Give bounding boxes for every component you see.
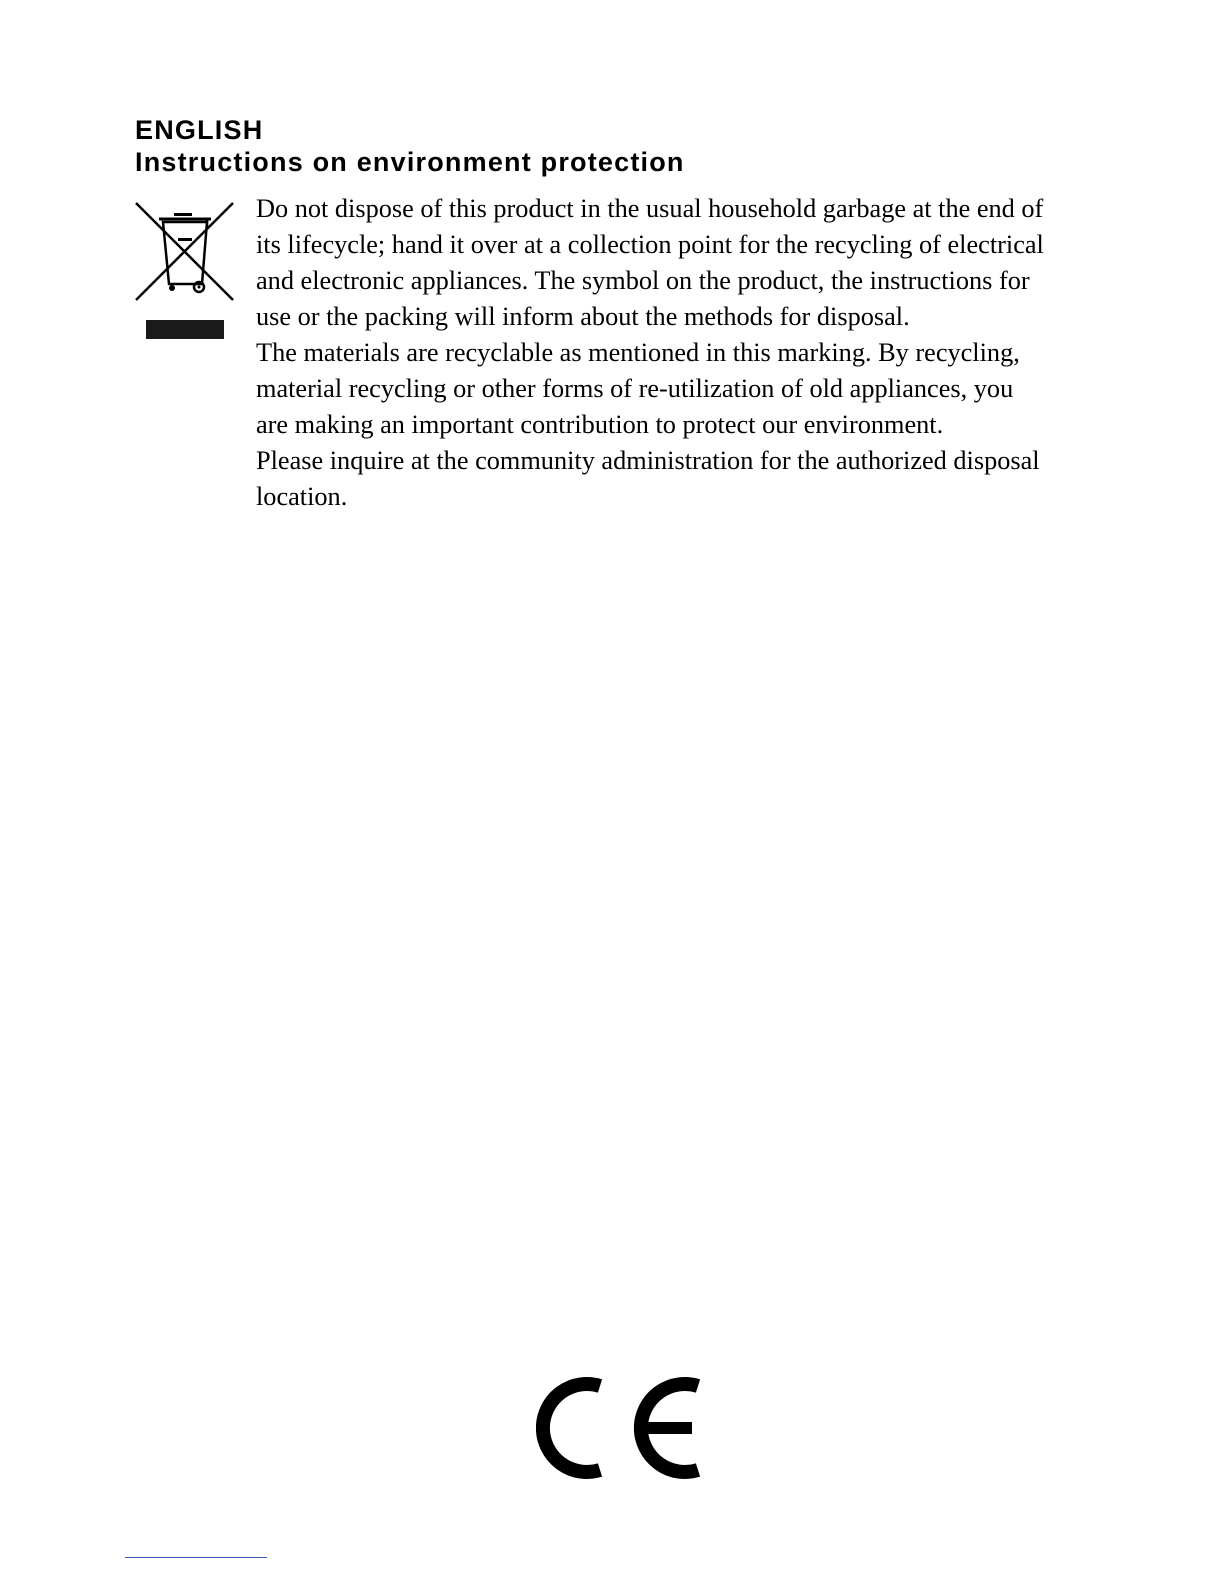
body-line: are making an important contribution to protect our environment. bbox=[256, 410, 944, 439]
body-line: The materials are recyclable as mentioned in this marking. By recycling, bbox=[256, 338, 1020, 367]
body-line: its lifecycle; hand it over at a collection point for the recycling of electrical bbox=[256, 230, 1044, 259]
footnote-divider bbox=[125, 1557, 267, 1558]
language-heading: ENGLISH bbox=[135, 115, 264, 145]
body-line: Please inquire at the community administration for the authorized disposal bbox=[256, 446, 1040, 475]
body-line: and electronic appliances. The symbol on the product, the instructions for bbox=[256, 266, 1030, 295]
disposal-instructions bbox=[256, 191, 1086, 515]
body-line: location. bbox=[256, 482, 348, 511]
crossed-out-wheelie-bin-icon bbox=[134, 200, 236, 342]
body-line: material recycling or other forms of re-utilization of old appliances, you bbox=[256, 374, 1014, 403]
body-line: use or the packing will inform about the methods for disposal. bbox=[256, 302, 910, 331]
body-line: Do not dispose of this product in the usual household garbage at the end of bbox=[256, 194, 1044, 223]
section-heading: Instructions on environment protection bbox=[135, 147, 685, 177]
ce-mark-icon bbox=[536, 1372, 704, 1484]
